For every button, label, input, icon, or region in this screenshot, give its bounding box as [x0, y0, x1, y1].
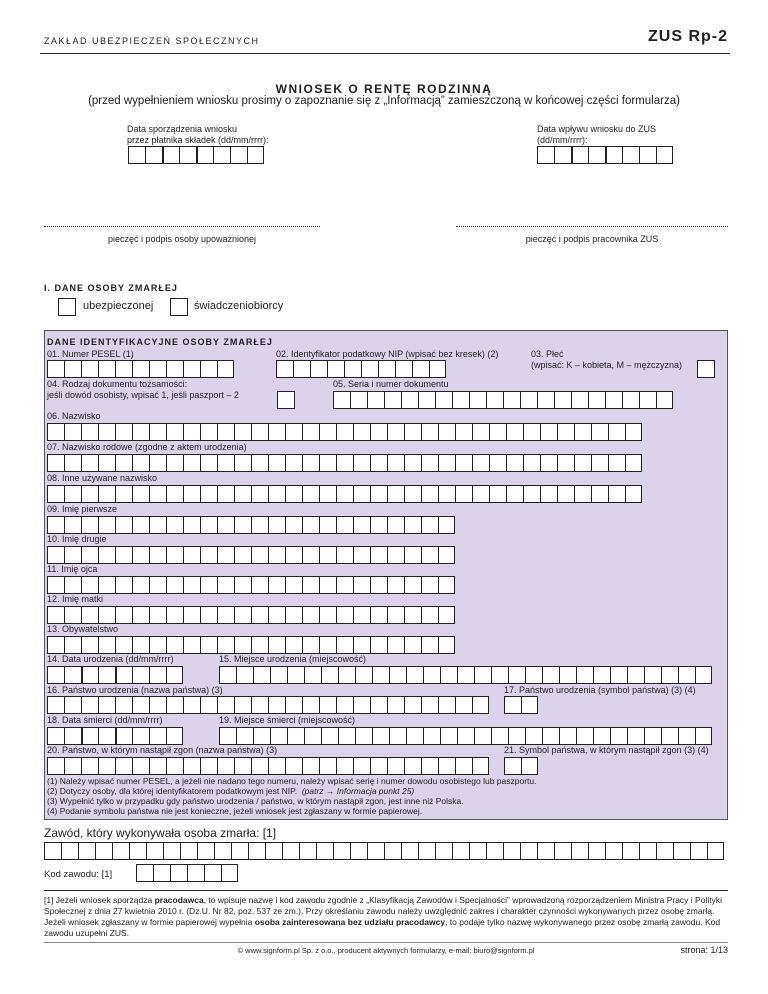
checkbox-insured-label: ubezpieczonej: [83, 300, 154, 312]
signature-label-left: pieczęć i podpis osoby upoważnionej: [107, 234, 257, 244]
field-20-label: 20. Państwo, w którym nastąpił zgon (nazwa państwa) (3): [47, 745, 278, 755]
page-number: strona: 1/13: [680, 945, 728, 955]
field-04-label-2: jeśli dowód osobisty, wpisać 1, jeśli paszport – 2: [47, 390, 239, 400]
death-country-name-field[interactable]: [47, 757, 489, 775]
occupation-label: Zawód, który wykonywała osoba zmarła: [1]: [44, 826, 277, 840]
field-08-label: 08. Inne używane nazwisko: [47, 473, 158, 483]
field-04-label-1: 04. Rodzaj dokumentu tożsamości:: [47, 379, 188, 389]
occupation-code-label: Kod zawodu: [1]: [44, 869, 113, 880]
birth-surname-field[interactable]: [47, 454, 642, 472]
field-12-label: 12. Imię matki: [47, 594, 104, 604]
field-09-label: 09. Imię pierwsze: [47, 504, 118, 514]
field-15-label: 15. Miejsce urodzenia (miejscowość): [219, 654, 367, 664]
other-surname-field[interactable]: [47, 485, 642, 503]
checkbox-beneficiary[interactable]: [170, 298, 188, 316]
occupation-code-field[interactable]: [136, 864, 238, 882]
date-received-field[interactable]: [537, 146, 673, 164]
date-prepared-label-1: Data sporządzenia wniosku: [127, 124, 238, 134]
birth-country-name-field[interactable]: [47, 696, 489, 714]
field-06-label: 06. Nazwisko: [47, 411, 101, 421]
checkbox-beneficiary-label: świadczeniobiorcy: [194, 300, 284, 312]
form-code: ZUS Rp-2: [648, 28, 728, 45]
footnote-text: [1] Jeżeli wniosek sporządza pracodawca, to wpisuje nazwę i kod zawodu zgodnie z „Klasyfikacją Zawodów i Specjalności” wprowadzoną rozporządzeniem Ministra Pracy i Polityki Społecznej z dnia 27 kwietnia 2010 r. (Dz.U. Nr 82, poz. 537 ze zm.). Przy określaniu zawodu należy uwzględnić zakres i charakter czynności wykonywanych przez osobę zmarłą. Jeżeli wniosek zgłaszany w formie papierowej wypełnia osoba zainteresowana bez udziału pracodawcy, to podaje tylko nazwę wykonywanego przez osobę zmarłą zawodu. Kod zawodu uzupełni ZUS.: [44, 895, 722, 938]
death-date-field[interactable]: [47, 727, 183, 745]
field-19-label: 19. Miejsce śmierci (miejscowość): [219, 715, 356, 725]
page-subtitle: (przed wypełnieniem wniosku prosimy o zapoznanie się z „Informacją” zamieszczoną w końcowej części formularza): [88, 95, 680, 107]
footnote-divider: [44, 890, 728, 891]
signature-label-right: pieczęć i podpis pracownika ZUS: [525, 234, 659, 244]
surname-field[interactable]: [47, 423, 642, 441]
field-02-label: 02. Identyfikator podatkowy NIP (wpisać bez kresek) (2): [276, 349, 499, 359]
identification-heading: DANE IDENTYFIKACYJNE OSOBY ZMARŁEJ: [47, 337, 273, 347]
field-18-label: 18. Data śmierci (dd/mm/rrrr): [47, 715, 163, 725]
note-1: (1) Należy wpisać numer PESEL, a jeżeli nie nadano tego numeru, należy wpisać serię i numer dowodu osobistego lub paszportu.: [47, 776, 537, 786]
note-4: (4) Podanie symbolu państwa nie jest konieczne, jeżeli wniosek jest zgłaszany w formie papierowej.: [47, 806, 423, 816]
field-14-label: 14. Data urodzenia (dd/mm/rrrr): [47, 654, 174, 664]
field-03-label-2: (wpisać: K – kobieta, M – mężczyzna): [531, 360, 683, 370]
signature-line-right[interactable]: [456, 226, 728, 227]
father-name-field[interactable]: [47, 576, 455, 594]
footer-divider: [44, 942, 728, 943]
header-divider: [40, 53, 730, 54]
field-13-label: 13. Obywatelstwo: [47, 624, 119, 634]
field-05-label: 05. Seria i numer dokumentu: [333, 379, 449, 389]
date-received-label-1: Data wpływu wniosku do ZUS: [537, 124, 657, 134]
citizenship-field[interactable]: [47, 636, 455, 654]
field-17-label: 17. Państwo urodzenia (symbol państwa) (3) (4): [504, 685, 696, 695]
pesel-field[interactable]: [47, 360, 234, 378]
second-name-field[interactable]: [47, 546, 455, 564]
field-01-label: 01. Numer PESEL (1): [47, 349, 134, 359]
sex-field[interactable]: [697, 360, 715, 378]
occupation-field[interactable]: [44, 842, 724, 860]
first-name-field[interactable]: [47, 516, 455, 534]
copyright: © www.signform.pl Sp. z o.o., producent aktywnych formularzy, e-mail: biuro@signform.pl: [237, 946, 535, 955]
date-prepared-label-2: przez płatnika składek (dd/mm/rrrr):: [127, 135, 269, 145]
note-2: (2) Dotyczy osoby, dla której identyfikatorem podatkowym jest NIP. (patrz → Informacja punkt 25): [47, 786, 415, 796]
field-07-label: 07. Nazwisko rodowe (zgodne z aktem urodzenia): [47, 442, 247, 452]
document-number-field[interactable]: [333, 391, 673, 409]
death-place-field[interactable]: [219, 727, 712, 745]
signature-line-left[interactable]: [44, 226, 320, 227]
field-03-label-1: 03. Płeć: [531, 349, 564, 359]
birth-date-field[interactable]: [47, 666, 183, 684]
field-11-label: 11. Imię ojca: [47, 564, 98, 574]
birth-country-symbol-field[interactable]: [504, 696, 538, 714]
section-1-title: I. DANE OSOBY ZMARŁEJ: [44, 283, 178, 293]
nip-field[interactable]: [276, 360, 446, 378]
birth-place-field[interactable]: [219, 666, 712, 684]
page-title: WNIOSEK O RENTĘ RODZINNĄ: [275, 82, 493, 96]
document-type-field[interactable]: [277, 391, 295, 409]
date-prepared-field[interactable]: [128, 146, 264, 164]
field-16-label: 16. Państwo urodzenia (nazwa państwa) (3): [47, 685, 223, 695]
note-3: (3) Wypełnić tylko w przypadku gdy państwo urodzenia / państwo, w którym nastąpił zgon, jest inne niż Polska.: [47, 796, 464, 806]
checkbox-insured[interactable]: [58, 298, 76, 316]
mother-name-field[interactable]: [47, 606, 455, 624]
date-received-label-2: (dd/mm/rrrr):: [537, 135, 588, 145]
death-country-symbol-field[interactable]: [504, 757, 538, 775]
org-name: ZAKŁAD UBEZPIECZEŃ SPOŁECZNYCH: [44, 36, 260, 46]
field-10-label: 10. Imię drugie: [47, 534, 107, 544]
field-21-label: 21. Symbol państwa, w którym nastąpił zgon (3) (4): [504, 745, 709, 755]
